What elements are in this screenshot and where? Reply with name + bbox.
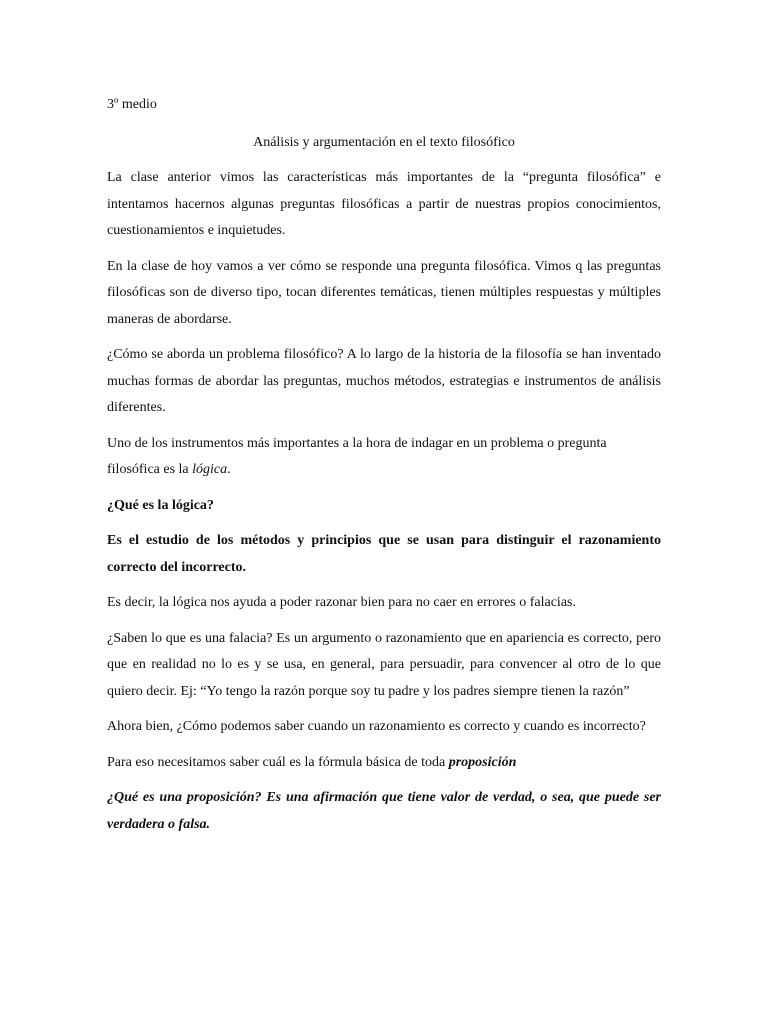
logic-term: lógica — [192, 462, 228, 477]
paragraph-proposition-intro-text: Para eso necesitamos saber cuál es la fórmula básica de toda — [107, 754, 449, 770]
definition-logic: Es el estudio de los métodos y principios que se usan para distinguir el razonamiento correcto del incorrecto. — [107, 533, 661, 575]
document-page — [107, 92, 661, 847]
paragraph-todays-class: En la clase de hoy vamos a ver cómo se responde una pregunta filosófica. Vimos q las preguntas filosóficas son de diverso tipo, tocan diferentes temáticas, tienen múltiples respuestas y múltiples maneras de abordarse. — [107, 258, 661, 327]
paragraph-logic-intro-text: Uno de los instrumentos más importantes a la hora de indagar en un problema o pregunta filosófica es la — [107, 435, 607, 477]
question-what-is-proposition: ¿Qué es una proposición? Es una afirmación que tiene valor de verdad, o sea, que puede ser verdadera o falsa. — [107, 790, 661, 832]
proposition-term: proposición — [448, 754, 517, 770]
grade-label: 3º medio — [107, 97, 157, 112]
paragraph-previous-class: La clase anterior vimos las características más importantes de la “pregunta filosófica” e intentamos hacernos algunas preguntas filosóficas a partir de nuestras propios conocimientos, cuestionamientos e inquietudes. — [107, 170, 661, 238]
paragraph-reason-well: Es decir, la lógica nos ayuda a poder razonar bien para no caer en errores o falacias. — [107, 595, 576, 610]
paragraph-logic-intro — [107, 431, 661, 484]
paragraph-correct-reasoning: Ahora bien, ¿Cómo podemos saber cuando un razonamiento es correcto y cuando es incorrecto? — [107, 719, 646, 734]
paragraph-fallacy: ¿Saben lo que es una falacia? Es un argumento o razonamiento que en apariencia es correcto, pero que en realidad no lo es y se usa, en general, para persuadir, para convencer al otro de lo que quiero decir. Ej: “Yo tengo la razón porque soy tu padre y los padres siempre tienen la razón” — [107, 630, 661, 699]
paragraph-approach-problem: ¿Cómo se aborda un problema filosófico? A lo largo de la historia de la filosofía se han inventado muchas formas de abordar las preguntas, muchos métodos, estrategias e instrumentos de análisis diferentes. — [107, 347, 661, 415]
paragraph-logic-intro-end: . — [227, 462, 231, 477]
question-what-is-logic: ¿Qué es la lógica? — [107, 497, 214, 513]
paragraph-proposition-intro — [107, 750, 661, 777]
document-title: Análisis y argumentación en el texto filosófico — [253, 134, 515, 150]
